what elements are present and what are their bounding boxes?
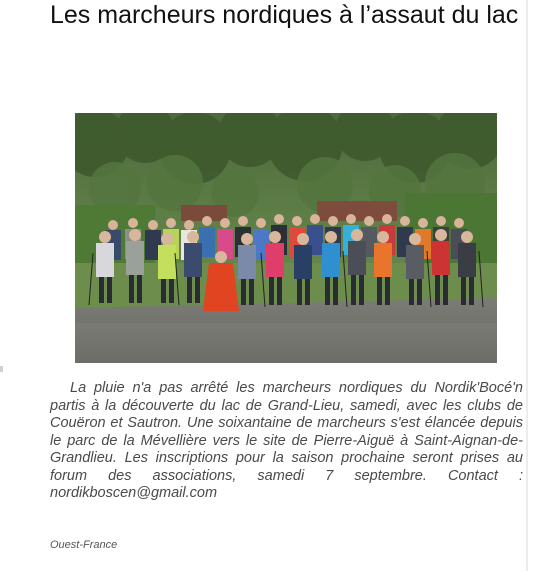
photo-caption: La pluie n'a pas arrêté les marcheurs nordiques du Nordik'Bocé'n partis à la découverte du lac de Grand-Lieu, samedi, avec les clubs de Couëron et Sautron. Une soixantaine de marcheurs s'est élancée depuis le parc de la Mévellière vers le site de Pierre-Aiguë à Saint-Aignan-de-Grandlieu. Les inscriptions pour la saison prochaine seront prises au forum des associations, samedi 7 septembre. Contact : nordikboscen@gmail.com — [50, 380, 523, 501]
page-left-mark — [0, 366, 3, 372]
page-right-border — [526, 0, 528, 571]
article-headline: Les marcheurs nordiques à l’assaut du lac — [50, 1, 519, 29]
article-source: Ouest-France — [50, 539, 118, 551]
group-photo-illustration — [75, 113, 497, 363]
article-photo — [75, 113, 497, 363]
